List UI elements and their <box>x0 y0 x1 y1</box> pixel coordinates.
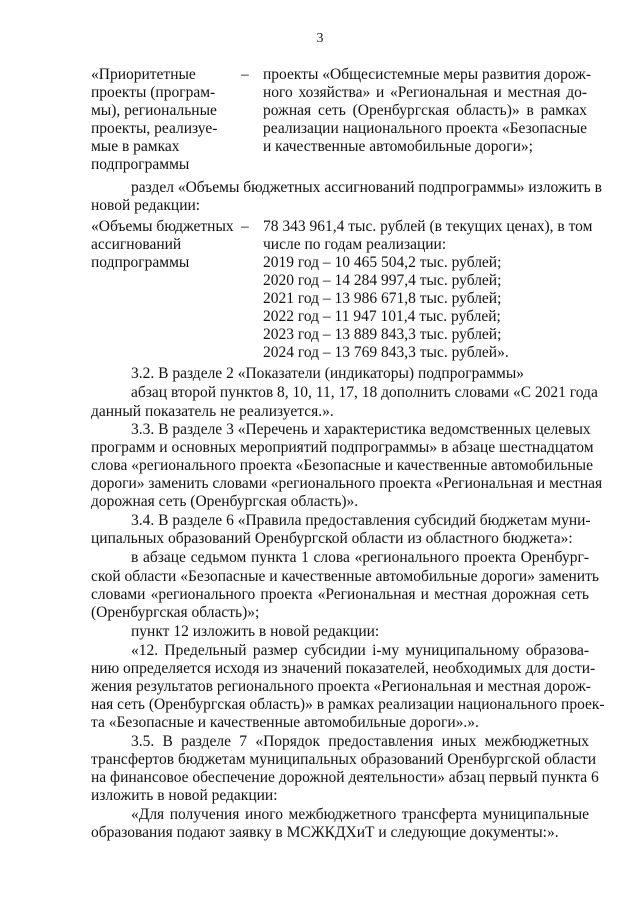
year-allocation-2019: 2019 год – 10 465 504,2 тыс. рублей; <box>263 254 502 271</box>
block1-term-line: мы), региональные <box>91 102 217 119</box>
year-allocation-2024: 2024 год – 13 769 843,3 тыс. рублей». <box>263 344 509 361</box>
block1-definition-line: рожная сеть (Оренбургская область)» в рамках <box>263 102 587 119</box>
body-line: словами «регионального проекта «Региональная и местная дорожная сеть <box>91 586 589 603</box>
body-line: ципальных образований Оренбургской области из областного бюджета»: <box>91 530 573 547</box>
year-allocation-2022: 2022 год – 11 947 101,4 тыс. рублей; <box>263 308 501 325</box>
body-line: абзац второй пунктов 8, 10, 11, 17, 18 дополнить словами «С 2021 года <box>131 384 598 401</box>
block1-term-line: подпрограммы <box>91 156 190 173</box>
body-line: нию определяется исходя из значений показателей, необходимых для дости- <box>91 660 596 677</box>
body-line: образования подают заявку в МСЖКДХиТ и следующие документы:». <box>91 824 559 841</box>
body-line: дороги» заменить словами «регионального проекта «Региональная и местная <box>91 475 603 492</box>
body-line: (Оренбургская область)»; <box>91 604 260 621</box>
page-number: 3 <box>316 31 324 46</box>
body-line: 3.3. В разделе 3 «Перечень и характеристика ведомственных целевых <box>131 421 591 438</box>
block1-term-line: «Приоритетные <box>91 66 196 83</box>
razdel-line: новой редакции: <box>91 197 201 214</box>
body-line: дорожная сеть (Оренбургская область)». <box>91 493 359 510</box>
body-line: та «Безопасные и качественные автомобильные дороги».». <box>91 714 479 731</box>
razdel-line: раздел «Объемы бюджетных ассигнований подпрограммы» изложить в <box>131 179 602 196</box>
block1-term-line: мые в рамках <box>91 138 180 155</box>
body-line: в абзаце седьмом пункта 1 слова «регионального проекта Оренбург- <box>131 549 589 566</box>
body-line: на финансовое обеспечение дорожной деятельности» абзац первый пункта 6 <box>91 769 599 786</box>
body-line: 3.4. В разделе 6 «Правила предоставления субсидий бюджетам муни- <box>131 512 591 529</box>
body-line: «12. Предельный размер субсидии i-му муниципальному образова- <box>131 642 589 659</box>
body-line: программ и основных мероприятий подпрограммы» в абзаце шестнадцатом <box>91 439 594 456</box>
body-line: данный показатель не реализуется.». <box>91 403 334 420</box>
block1-term-line: проекты (програм- <box>91 84 216 101</box>
block1-definition-line: проекты «Общесистемные меры развития дорож- <box>263 66 592 83</box>
block1-definition-line: и качественные автомобильные дороги»; <box>263 138 533 155</box>
body-line: 3.5. В разделе 7 «Порядок предоставления иных межбюджетных <box>131 733 589 750</box>
block2-term-line: подпрограммы <box>91 254 190 271</box>
block1-definition-line: ного хозяйства» и «Региональная и местная до- <box>263 84 587 101</box>
block1-term-line: проекты, реализуе- <box>91 120 218 137</box>
body-line: ской области «Безопасные и качественные автомобильные дороги» заменить <box>91 568 599 585</box>
body-line: трансфертов бюджетам муниципальных образований Оренбургской области <box>91 751 597 768</box>
body-line: пункт 12 изложить в новой редакции: <box>131 623 380 640</box>
block2-term-line: ассигнований <box>91 236 182 253</box>
block1-dash: – <box>241 66 249 83</box>
block2-definition-line: 78 343 961,4 тыс. рублей (в текущих ценах), в том <box>263 218 593 235</box>
year-allocation-2020: 2020 год – 14 284 997,4 тыс. рублей; <box>263 272 502 289</box>
body-line: ная сеть (Оренбургская область)» в рамках реализации национального проек- <box>91 696 605 713</box>
year-allocation-2023: 2023 год – 13 889 843,3 тыс. рублей; <box>263 326 502 343</box>
block2-definition-line: числе по годам реализации: <box>263 236 447 253</box>
body-line: «Для получения иного межбюджетного трансферта муниципальные <box>131 806 589 823</box>
block2-term-line: «Объемы бюджетных <box>91 218 234 235</box>
block2-dash: – <box>241 218 249 235</box>
body-line: слова «регионального проекта «Безопасные и качественные автомобильные <box>91 457 593 474</box>
body-line: жения результатов регионального проекта «Региональная и местная дорож- <box>91 678 591 695</box>
block1-definition-line: реализации национального проекта «Безопасные <box>263 120 587 137</box>
body-line: изложить в новой редакции: <box>91 787 278 804</box>
body-line: 3.2. В разделе 2 «Показатели (индикаторы) подпрограммы» <box>131 365 524 382</box>
year-allocation-2021: 2021 год – 13 986 671,8 тыс. рублей; <box>263 290 502 307</box>
